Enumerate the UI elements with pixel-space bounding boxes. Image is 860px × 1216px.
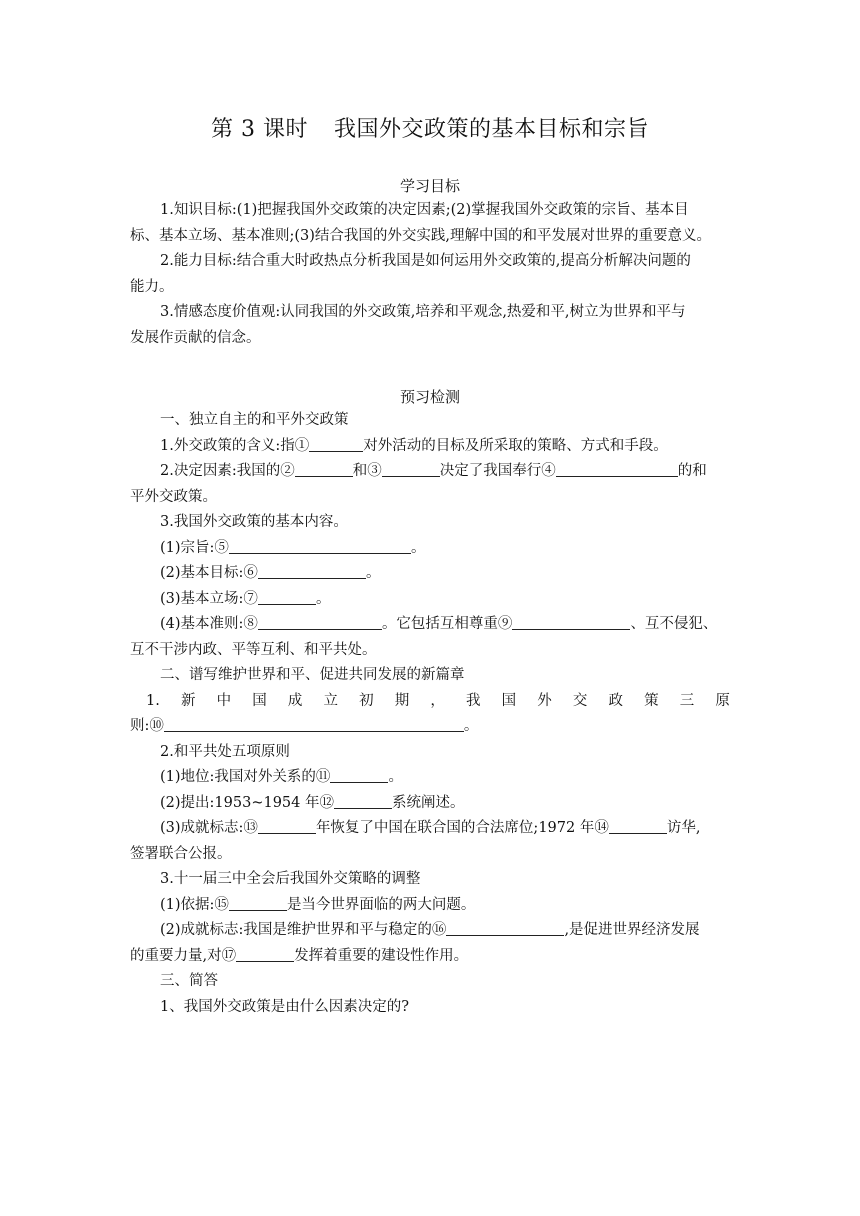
question-3: 3.我国外交政策的基本内容。	[160, 514, 348, 530]
preview-list	[130, 408, 730, 1020]
fill-blank-5[interactable]	[229, 539, 411, 554]
point-1-justified-text	[146, 689, 730, 715]
objectives-list	[130, 198, 730, 351]
question-2-line-2: 平外交政策。	[130, 488, 217, 505]
fill-blank-15[interactable]	[229, 896, 287, 911]
fill-blank-1[interactable]	[309, 437, 363, 452]
fill-blank-3[interactable]	[382, 462, 440, 477]
fill-blank-8[interactable]	[258, 615, 382, 630]
point-1-line-2: 则:⑩ 。	[130, 718, 479, 734]
point-2-2: (2)提出:1953~1954 年⑫ 系统阐述。	[160, 794, 465, 811]
point-3-2: (2)成就标志:我国是维护世界和平与稳定的⑯ ,是促进世界经济发展	[160, 922, 700, 938]
objective-2-line-1: 2.能力目标:结合重大时政热点分析我国是如何运用外交政策的,提高分析解决问题的	[160, 253, 691, 269]
point-1-char: 1.	[146, 692, 160, 709]
point-3-2-line-2: 的重要力量,对⑰ 发挥着重要的建设性作用。	[130, 947, 469, 964]
point-3: 3.十一届三中全会后我国外交策略的调整	[160, 871, 421, 887]
question-3-1: (1)宗旨:⑤ 。	[160, 539, 426, 556]
point-1-char: 交	[572, 692, 588, 709]
objective-1-line-2: 标、基本立场、基本准则;(3)结合我国的外交实践,理解中国的和平发展对世界的重要意义。	[130, 227, 712, 244]
point-1-char: 政	[608, 692, 623, 709]
fill-blank-6[interactable]	[258, 564, 366, 579]
point-3-1: (1)依据:⑮ 是当今世界面临的两大问题。	[160, 896, 476, 913]
point-1-char: 成	[287, 692, 303, 709]
point-1-char: 策	[644, 692, 659, 709]
fill-blank-17[interactable]	[236, 947, 294, 962]
objective-3-line-2: 发展作贡献的信念。	[130, 329, 261, 346]
objective-3-line-1: 3.情感态度价值观:认同我国的外交政策,培养和平观念,热爱和平,树立为世界和平与	[160, 304, 686, 320]
point-1-char: 期	[394, 692, 410, 709]
fill-blank-9[interactable]	[512, 615, 630, 630]
question-3-2: (2)基本目标:⑥ 。	[160, 565, 381, 581]
title-topic: 我国外交政策的基本目标和宗旨	[333, 117, 649, 142]
point-1-char: 原	[715, 692, 730, 709]
section-2-heading: 二、谱写维护世界和平、促进共同发展的新篇章	[160, 667, 465, 683]
fill-blank-12[interactable]	[334, 794, 392, 809]
preview-heading: 预习检测	[399, 388, 460, 406]
point-1-char: 国	[501, 692, 517, 709]
objective-2-line-2: 能力。	[130, 278, 174, 295]
short-answer-1: 1、我国外交政策是由什么因素决定的?	[160, 998, 409, 1015]
point-1-char: 中	[216, 692, 232, 709]
point-2-3: (3)成就标志:⑬ 年恢复了中国在联合国的合法席位;1972 年⑭ 访华,	[160, 820, 701, 836]
point-1-char: 新	[180, 692, 196, 709]
point-2-1: (1)地位:我国对外关系的⑪ 。	[160, 769, 403, 785]
point-1-char: 三	[679, 692, 695, 709]
point-1-line-1	[130, 689, 730, 715]
page-title	[0, 112, 860, 143]
section-1-heading: 一、独立自主的和平外交政策	[160, 412, 349, 428]
fill-blank-14[interactable]	[609, 819, 667, 834]
question-3-4-line-2: 互不干涉内政、平等互利、和平共处。	[130, 641, 377, 658]
objective-1-line-1: 1.知识目标:(1)把握我国外交政策的决定因素;(2)掌握我国外交政策的宗旨、基本目	[160, 202, 689, 218]
point-1-char: 我	[465, 692, 481, 709]
fill-blank-7[interactable]	[258, 590, 316, 605]
point-1-char: 国	[252, 692, 267, 709]
fill-blank-10[interactable]	[164, 717, 464, 732]
point-2: 2.和平共处五项原则	[160, 743, 290, 760]
fill-blank-11[interactable]	[330, 768, 388, 783]
fill-blank-4[interactable]	[556, 462, 678, 477]
question-3-3: (3)基本立场:⑦ 。	[160, 590, 331, 607]
fill-blank-2[interactable]	[295, 462, 353, 477]
fill-blank-13[interactable]	[258, 819, 316, 834]
question-1: 1.外交政策的含义:指① 对外活动的目标及所采取的策略、方式和手段。	[160, 437, 668, 454]
objectives-heading: 学习目标	[399, 177, 460, 195]
point-1-char: 外	[537, 692, 552, 709]
fill-blank-16[interactable]	[446, 921, 564, 936]
question-3-4: (4)基本准则:⑧ 。它包括互相尊重⑨ 、互不侵犯、	[160, 616, 718, 632]
question-2: 2.决定因素:我国的② 和③ 决定了我国奉行④ 的和	[160, 463, 707, 479]
point-1-char: ，	[430, 692, 445, 709]
title-lesson-number: 第 3 课时	[211, 117, 308, 142]
point-2-3-line-2: 签署联合公报。	[130, 845, 232, 862]
point-1-char: 立	[323, 692, 338, 709]
section-3-heading: 三、简答	[160, 973, 218, 989]
point-1-char: 初	[359, 692, 374, 709]
